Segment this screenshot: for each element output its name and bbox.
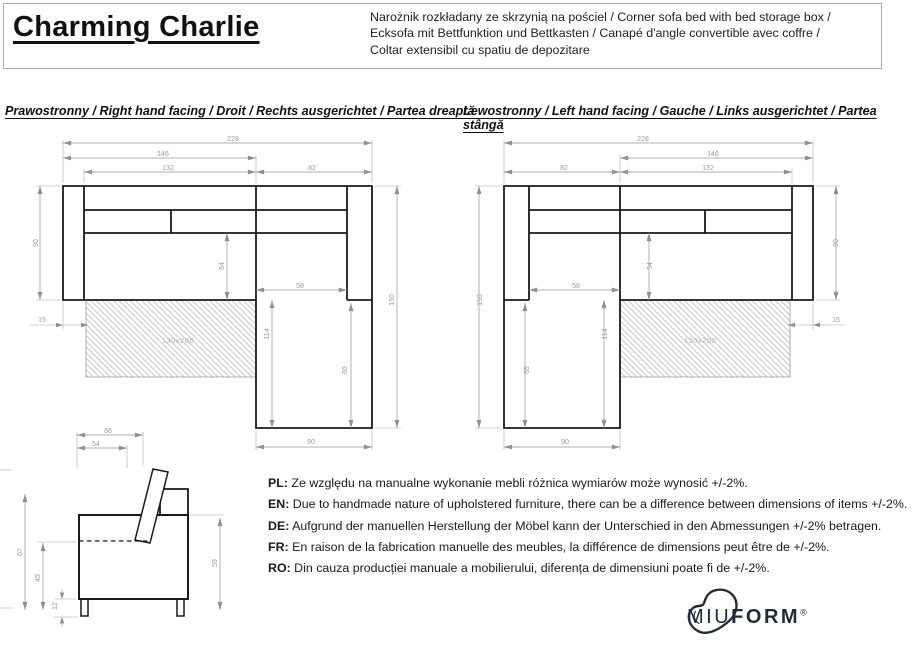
dim-seat-width: 132	[702, 165, 714, 172]
front-leg	[81, 599, 88, 616]
side-view-diagram	[0, 428, 224, 627]
miuform-logo	[683, 586, 898, 648]
disclaimer-block	[268, 473, 907, 579]
disclaimer-lang: DE:	[268, 518, 290, 533]
dim-body-depth: 90	[33, 239, 40, 247]
disclaimer-line-pl	[268, 473, 907, 494]
disclaimer-line-ro	[268, 558, 907, 579]
registered-mark: ®	[800, 606, 807, 617]
dim-overall-width: 228	[227, 136, 239, 143]
product-description	[370, 9, 831, 58]
sleeping-area-label: 130x200	[161, 336, 195, 345]
dim-chaise-front-length: 65	[524, 366, 531, 374]
dim-armrest-height: 59	[212, 559, 219, 567]
disclaimer-lang: FR:	[268, 539, 289, 554]
disclaimer-line-en	[268, 494, 907, 515]
miuform-bean-icon	[683, 586, 741, 640]
product-title: Charming Charlie	[13, 11, 260, 43]
disclaimer-lang: RO:	[268, 561, 291, 576]
sofa-side-outline	[79, 469, 188, 616]
wordmark-form: FORM	[731, 605, 801, 628]
disclaimer-text: Aufgrund der manuellen Herstellung der Möbel kann der Unterschied in den Abmessungen +/-2% betragen.	[292, 518, 882, 533]
dim-chaise-front-length: 65	[342, 366, 349, 374]
dim-chaise-width: 90	[561, 439, 569, 446]
dim-chaise-width: 90	[307, 439, 315, 446]
disclaimer-text: Ze względu na manualne wykonanie mebli różnica wymiarów może wynosić +/-2%.	[291, 476, 748, 490]
dim-chaise-seat-width: 58	[296, 283, 304, 290]
dim-total-height: 67	[17, 548, 24, 556]
dim-body-width: 146	[707, 151, 719, 158]
description-line: Ecksofa mit Bettfunktion und Bettkasten / Canapé d'angle convertible avec coffre /	[370, 26, 820, 41]
description-line: Coltar extensibil cu spatiu de depozitare	[370, 42, 590, 57]
top-view-left-hand-diagram	[475, 136, 846, 450]
disclaimer-lang: EN:	[268, 497, 290, 512]
description-line: Narożnik rozkładany ze skrzynią na pościel / Corner sofa bed with bed storage box /	[370, 10, 831, 24]
back-leg	[177, 599, 184, 616]
dim-seat-width: 132	[162, 165, 174, 172]
disclaimer-text: Due to handmade nature of upholstered furniture, there can be a difference between dimensions of items +/-2%.	[292, 497, 908, 512]
dimension-labels	[33, 136, 396, 446]
dim-body-width: 146	[157, 151, 169, 158]
dim-total-depth: 150	[389, 294, 396, 306]
dim-total-depth: 150	[477, 294, 484, 306]
dim-bed-offset: 15	[38, 317, 46, 324]
dim-chaise-section-width: 82	[308, 165, 316, 172]
dim-body-depth: 90	[833, 239, 840, 247]
dimension-labels	[477, 136, 840, 446]
dim-leg-height: 12	[52, 602, 59, 610]
dim-armrest-top-depth: 66	[104, 428, 112, 435]
disclaimer-line-de	[268, 516, 907, 537]
sleeping-area-label: 130x200	[683, 336, 717, 345]
disclaimer-lang: PL:	[268, 476, 288, 490]
wordmark-miu: MIU	[687, 605, 732, 628]
dim-bed-offset: 15	[832, 317, 840, 324]
section-label-left-hand-facing: Lewostronny / Left hand facing / Gauche / Links ausgerichtet / Partea stângă	[463, 104, 877, 132]
dim-chaise-seat-width: 58	[572, 283, 580, 290]
disclaimer-text: En raison de la fabrication manuelle des meubles, la différence de dimensions peut être de +/-2%.	[292, 539, 830, 554]
dim-seat-depth: 54	[647, 262, 654, 270]
section-label-right-hand-facing: Prawostronny / Right hand facing / Droit / Rechts ausgerichtet / Partea dreaptă	[5, 104, 475, 118]
dim-chaise-section-width: 82	[560, 165, 568, 172]
dim-chaise-inner-length: 114	[264, 328, 271, 340]
disclaimer-text: Din cauza producției manuale a mobilierului, diferența de dimensiuni poate fi de +/-2%.	[294, 561, 770, 576]
dim-seat-height: 45	[35, 574, 42, 582]
dimension-lines	[0, 432, 224, 627]
dim-overall-width: 228	[637, 136, 649, 143]
folding-backrest-cushion	[135, 469, 168, 543]
disclaimer-line-fr	[268, 537, 907, 558]
dim-seat-top-depth: 54	[92, 441, 100, 448]
top-view-right-hand-diagram	[30, 136, 401, 450]
dim-seat-depth: 54	[219, 262, 226, 270]
dim-chaise-inner-length: 114	[602, 328, 609, 340]
